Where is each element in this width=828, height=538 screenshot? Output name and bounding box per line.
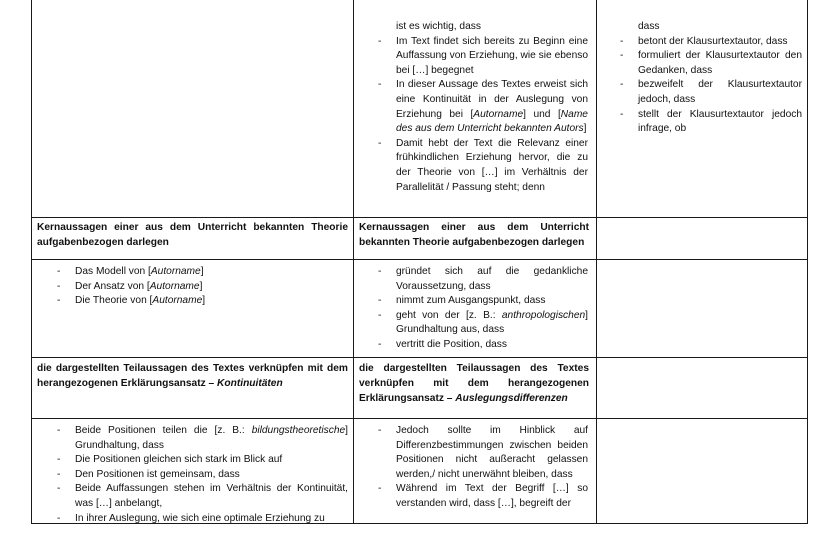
row2-col1-list (53, 265, 348, 309)
item-text: Im Text findet sich bereits zu Beginn eine Auffassung von Erziehung, wie sie ebenso bei […] begegnet (396, 35, 588, 76)
row3-col2-heading (359, 362, 589, 406)
item-text: Die Theorie von [ (75, 295, 153, 307)
list-item (616, 108, 802, 137)
italic-text: bildungstheoretische (251, 425, 346, 436)
list-item (616, 78, 802, 107)
item-text: dass (638, 21, 660, 32)
italic-text: Name des aus dem Unterricht bekannten Autors (396, 108, 588, 135)
item-text: vertritt die Position, dass (396, 338, 507, 350)
row0-col2-list (374, 20, 588, 195)
row0-col3-list (616, 20, 802, 137)
bullet-dash: - (378, 35, 382, 47)
item-text: nimmt zum Ausgangspunkt, dass (396, 295, 546, 307)
item-text: ] (202, 295, 206, 307)
italic-text: anthropologischen (501, 309, 586, 321)
row1-col1-heading: Kernaussagen einer aus dem Unterricht bekannten Theorie aufgabenbezogen darlegen (37, 222, 348, 248)
row4-col2-list (374, 424, 588, 512)
item-text: Das Modell von [ (75, 266, 151, 277)
bullet-dash: - (57, 483, 61, 495)
row0-col2-cell (374, 20, 588, 195)
row-border-4 (31, 418, 808, 419)
bullet-dash: - (57, 295, 61, 307)
list-item (616, 20, 802, 35)
item-text: Der Ansatz von [ (75, 280, 150, 292)
item-text: Beide Positionen teilen die [z. B.: (75, 425, 252, 436)
row3-col1-heading-text: die dargestellten Teilaussagen des Textes verknüpfen mit dem herangezogenen Erklärungsansatz – (37, 363, 348, 389)
bullet-dash: - (57, 512, 61, 524)
list-item (53, 280, 348, 295)
list-item (374, 309, 588, 338)
bullet-dash: - (378, 338, 382, 350)
bullet-dash: - (620, 79, 624, 91)
item-text: gründet sich auf die gedankliche Voraussetzung, dass (396, 266, 588, 292)
italic-text: Autorname (473, 108, 524, 120)
row2-col2-cell (374, 265, 588, 353)
item-text: Den Positionen ist gemeinsam, dass (75, 468, 240, 480)
bullet-dash: - (378, 425, 382, 436)
item-text: ] und [ (523, 108, 561, 120)
list-item (374, 137, 588, 195)
item-text: ] (200, 266, 204, 277)
item-text: In dieser Aussage des Textes erweist sich eine Kontinuität in der Auslegung von Erziehung bei [ (396, 79, 588, 120)
row3-col1-heading-italic: Kontinuitäten (217, 377, 283, 389)
item-text: ] (199, 280, 203, 292)
table-border-left (31, 0, 32, 524)
italic-text: Autorname (149, 280, 200, 292)
list-item (53, 482, 348, 511)
bullet-dash: - (57, 425, 61, 436)
row-border-3 (31, 357, 808, 358)
bullet-dash: - (620, 108, 624, 120)
item-text: Beide Auffassungen stehen im Verhältnis der Kontinuität, was […] anbelangt, (75, 483, 348, 509)
list-item (374, 78, 588, 136)
list-item (374, 265, 588, 294)
bullet-dash: - (620, 50, 624, 62)
list-item (374, 294, 588, 309)
bullet-dash: - (378, 79, 382, 91)
item-text: Die Positionen gleichen sich stark im Blick auf (75, 454, 283, 466)
bullet-dash: - (378, 483, 382, 495)
bullet-dash: - (378, 266, 382, 277)
row3-col1-heading (37, 362, 348, 392)
list-item (374, 20, 588, 35)
list-item (616, 35, 802, 50)
table-border-right (807, 0, 808, 524)
row2-col1-cell (53, 265, 348, 309)
list-item (374, 338, 588, 353)
row4-col2-cell (374, 424, 588, 512)
item-text: In ihrer Auslegung, wie sich eine optimale Erziehung zu (75, 512, 325, 524)
item-text: ] Grundhaltung, dass (75, 425, 348, 451)
bullet-dash: - (620, 35, 624, 47)
bullet-dash: - (57, 468, 61, 480)
list-item (374, 482, 588, 511)
list-item (616, 49, 802, 78)
item-text: formuliert der Klausurtextautor den Gedanken, dass (638, 50, 802, 76)
bullet-dash: - (378, 295, 382, 307)
table-border-col3 (596, 0, 597, 524)
bullet-dash: - (57, 454, 61, 466)
row-border-1 (31, 217, 808, 218)
item-text: ] Grundhaltung aus, dass (396, 309, 588, 336)
bullet-dash: - (378, 137, 382, 149)
row1-col2-heading: Kernaussagen einer aus dem Unterricht bekannten Theorie aufgabenbezogen darlegen (359, 222, 589, 248)
list-item (53, 512, 348, 527)
row4-col1-list (53, 424, 348, 526)
table-border-col2 (353, 0, 354, 524)
bullet-dash: - (57, 266, 61, 277)
italic-text: Autorname (152, 295, 203, 307)
italic-text: Autorname (150, 266, 201, 277)
item-text: stellt der Klausurtextautor jedoch infrage, ob (638, 108, 802, 135)
list-item (53, 294, 348, 309)
item-text: bezweifelt der Klausurtextautor jedoch, dass (638, 79, 802, 105)
list-item (374, 35, 588, 79)
row3-col2-heading-italic: Auslegungsdifferenzen (455, 392, 568, 404)
list-item (53, 468, 348, 483)
item-text: Damit hebt der Text die Relevanz einer frühkindlichen Erziehung hervor, die zu der Theorie von […] im Verhältnis der Parallelität / Passung steht; denn (396, 137, 588, 193)
item-text: Während im Text der Begriff […] so verstanden wird, dass […], begreift der (396, 483, 588, 509)
list-item (53, 424, 348, 453)
bullet-dash: - (57, 280, 61, 292)
item-text: ist es wichtig, dass (396, 21, 481, 32)
list-item (53, 453, 348, 468)
item-text: geht von der [z. B.: (396, 309, 502, 321)
list-item (374, 424, 588, 482)
row2-col2-list (374, 265, 588, 353)
list-item (53, 265, 348, 280)
row3-col2-heading-text: die dargestellten Teilaussagen des Textes verknüpfen mit dem herangezogenen Erklärungsansatz – (359, 363, 589, 404)
row4-col1-cell (53, 424, 348, 526)
row0-col3-cell (616, 20, 802, 137)
row-border-2 (31, 259, 808, 260)
item-text: betont der Klausurtextautor, dass (638, 35, 788, 47)
item-text: ] (583, 123, 587, 135)
bullet-dash: - (378, 309, 382, 321)
item-text: Jedoch sollte im Hinblick auf Differenzbestimmungen zwischen beiden Positionen nicht außeracht gelassen werden,/ nicht unerwähnt bleiben, dass (396, 425, 588, 480)
